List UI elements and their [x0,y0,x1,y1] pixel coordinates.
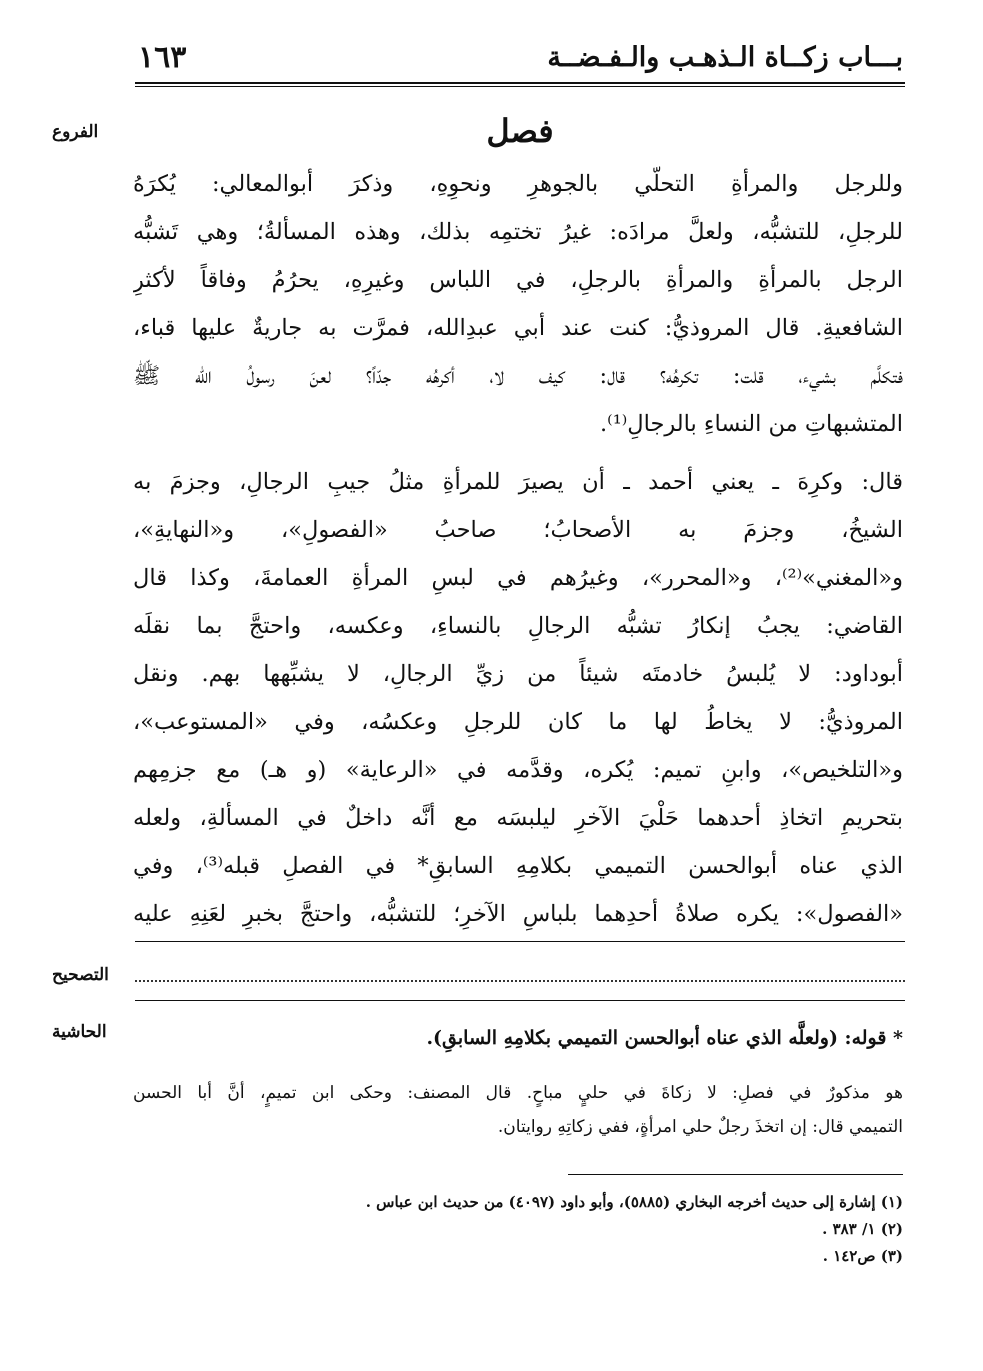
footnote-rule [568,1174,903,1175]
side-label-furu: الفروع [52,122,99,142]
main-text [133,160,903,938]
text-line: بتحريمِ اتخاذِ أحدهما حَلْيَ الآخرِ ليلبسَه مع أنَّه داخلٌ في المسألةِ، ولعله [133,805,903,831]
hashiya-line: التميمي قال: إن اتخذَ رجلٌ حلي امرأةٍ، ففي زكاتِهِ روايتان. [497,1117,903,1137]
text-line: المتشبهاتِ من النساءِ بالرجالِ⁽¹⁾. [600,411,903,437]
text-line: الذي عناه أبوالحسن التميمي بكلامِهِ السابقِ* في الفصلِ قبله⁽³⁾، وفي [133,853,903,879]
page-number: ١٦٣ [138,40,187,75]
running-title: بـــاب زكــاة الـذهـب والـفـضــة [547,42,903,73]
side-label-tashih: التصحيح [52,965,109,985]
text-line: و«التلخيص»، وابنِ تميم: يُكره، وقدَّمه في «الرعاية» (و هـ) مع جزمِهم [133,757,903,783]
correction-dotted-line [135,980,905,982]
text-line: الشافعيةِ. قال المروذيُّ: كنت عند أبي عبدِالله، فمرَّت به جاريةٌ عليها قباء، [133,315,903,341]
text-line: الشيخُ، وجزمَ به الأصحابُ؛ صاحبُ «الفصولِ»، و«النهايةِ»، [133,517,903,543]
text-line: فتكلَّم بشيء، قلت: تكرهُه؟ قال: كيف لا، أكرهُه جدّاً؟ لعنَ رسولُ الله ﷺ [133,363,903,389]
hashiya-quote: * قوله: (ولعلَّه الذي عناه أبوالحسن التميمي بكلامِهِ السابقِ). [426,1027,903,1049]
text-line: قال: وكرِهَ ـ يعني أحمد ـ أن يصيرَ للمرأةِ مثلُ جيبِ الرجالِ، وجزمَ به [133,469,903,495]
text-line: الرجل بالمرأةِ والمرأةِ بالرجلِ، في اللباس وغيرِهِ، يحرُمُ وفاقاً لأكثرِ [133,267,903,293]
footnote-2: (٢) ١/ ٣٨٣ . [822,1220,903,1238]
hashiya-line: هو مذكورٌ في فصلِ: لا زكاةَ في حليٍ مباحٍ. قال المصنف: وحكى ابن تميمٍ، أنَّ أبا الحسن [133,1083,903,1103]
paragraph-1 [133,160,903,448]
text-line: المروذيُّ: لا يخاطُ لها ما كان للرجلِ وعكسُه، وفي «المستوعب»، [133,709,903,735]
footnote-3: (٣) ص١٤٢ . [822,1247,903,1265]
text-line: القاضي: يجبُ إنكارُ تشبُّه الرجالِ بالنساءِ، وعكسه، واحتجَّ بما نقلَه [133,613,903,639]
side-label-hashiya: الحاشية [52,1022,107,1042]
text-line: للرجلِ، للتشبُّه، ولعلَّ مرادَه: غيرُ تختمِه بذلك، وهذه المسألةُ؛ وهي تَشبُّه [133,219,903,245]
text-line: و«المغني»⁽²⁾، و«المحرر»، وغيرُهم في لبسِ المرأةِ العمامةَ، وكذا قال [133,565,903,591]
text-line: أبوداود: لا يُلبسُ خادمتَه شيئاً من زيِّ الرجالِ، لا يشبِّهها بهم. ونقل [133,661,903,687]
header-rule-thin [135,86,905,87]
section-heading: فصل [486,112,554,150]
text-line: «الفصول»: يكره صلاةُ أحدِهما بلباسِ الآخرِ؛ للتشبُّه، واحتجَّ بخبرِ لعَنِهِ عليه [133,901,903,927]
correction-rule [135,1000,905,1001]
main-text-rule [135,941,905,942]
footnote-1: (١) إشارة إلى حديث أخرجه البخاري (٥٨٨٥)، وأبو داود (٤٠٩٧) من حديث ابن عباس . [365,1193,903,1211]
hashiya-body [133,1076,903,1144]
paragraph-2 [133,458,903,938]
text-line: وللرجل والمرأةِ التحلّي بالجوهرِ ونحوِهِ، وذكرَ أبوالمعالي: يُكرَهُ [133,171,903,197]
header-rule [135,82,905,84]
footnotes [133,1189,903,1270]
